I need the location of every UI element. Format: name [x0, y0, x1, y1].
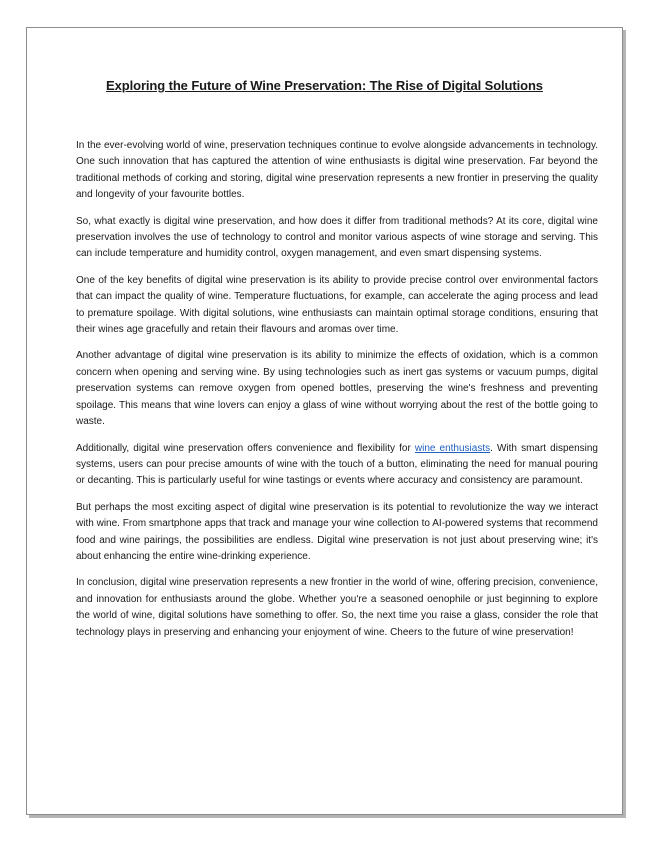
paragraph-5 [76, 441, 598, 490]
paragraph-6: But perhaps the most exciting aspect of digital wine preservation is its potential to revolutionize the way we interact with wine. From smartphone apps that track and manage your wine collection to AI-powered systems that recommend food and wine pairings, the possibilities are endless. Digital wine preservation is not just about preserving wine; it's about enhancing the entire wine-drinking experience. [76, 501, 598, 562]
paragraph-4: Another advantage of digital wine preservation is its ability to minimize the effects of oxidation, which is a common concern when opening and serving wine. By using technologies such as inert gas systems or vacuum pumps, digital preservation systems can remove oxygen from opened bottles, preserving the wine's freshness and preventing spoilage. This means that wine lovers can enjoy a glass of wine without worrying about the rest of the bottle going to waste. [76, 350, 598, 428]
wine-enthusiasts-link[interactable]: wine enthusiasts [414, 442, 491, 454]
paragraph-5-text-start: Additionally, digital wine preservation offers convenience and flexibility for [76, 442, 415, 454]
paragraph-1: In the ever-evolving world of wine, preservation techniques continue to evolve alongside advancements in technology. One such innovation that has captured the attention of wine enthusiasts is digital wine preservation. Far beyond the traditional methods of corking and storing, digital wine preservation represents a new frontier in preserving the quality and longevity of your favourite bottles. [76, 140, 598, 201]
paragraph-2: So, what exactly is digital wine preservation, and how does it differ from traditional methods? At its core, digital wine preservation involves the use of technology to control and monitor various aspects of wine storage and serving. This can include temperature and humidity control, oxygen management, and even smart dispensing systems. [76, 215, 598, 260]
paragraph-3: One of the key benefits of digital wine preservation is its ability to provide precise control over environmental factors that can impact the quality of wine. Temperature fluctuations, for example, can accelerate the aging process and lead to premature spoilage. With digital solutions, wine enthusiasts can maintain optimal storage conditions, ensuring that their wines age gracefully and retain their flavours and aromas over time. [76, 274, 598, 336]
document-body [76, 138, 598, 651]
paragraph-7: In conclusion, digital wine preservation represents a new frontier in the world of wine, offering precision, convenience, and innovation for enthusiasts around the globe. Whether you're a seasoned oenophile or just beginning to explore the world of wine, digital solutions have something to offer. So, the next time you raise a glass, consider the role that technology plays in preserving and enhancing your enjoyment of wine. Cheers to the future of wine preservation! [76, 577, 598, 638]
paragraph-5-text-end: . With smart dispensing systems, users can pour precise amounts of wine with the touch of a button, eliminating the need for manual pouring or decanting. This is particularly useful for wine tastings or events where accuracy and consistency are paramount. [76, 442, 598, 487]
document-title: Exploring the Future of Wine Preservation: The Rise of Digital Solutions [106, 78, 543, 93]
document-page [26, 27, 623, 815]
